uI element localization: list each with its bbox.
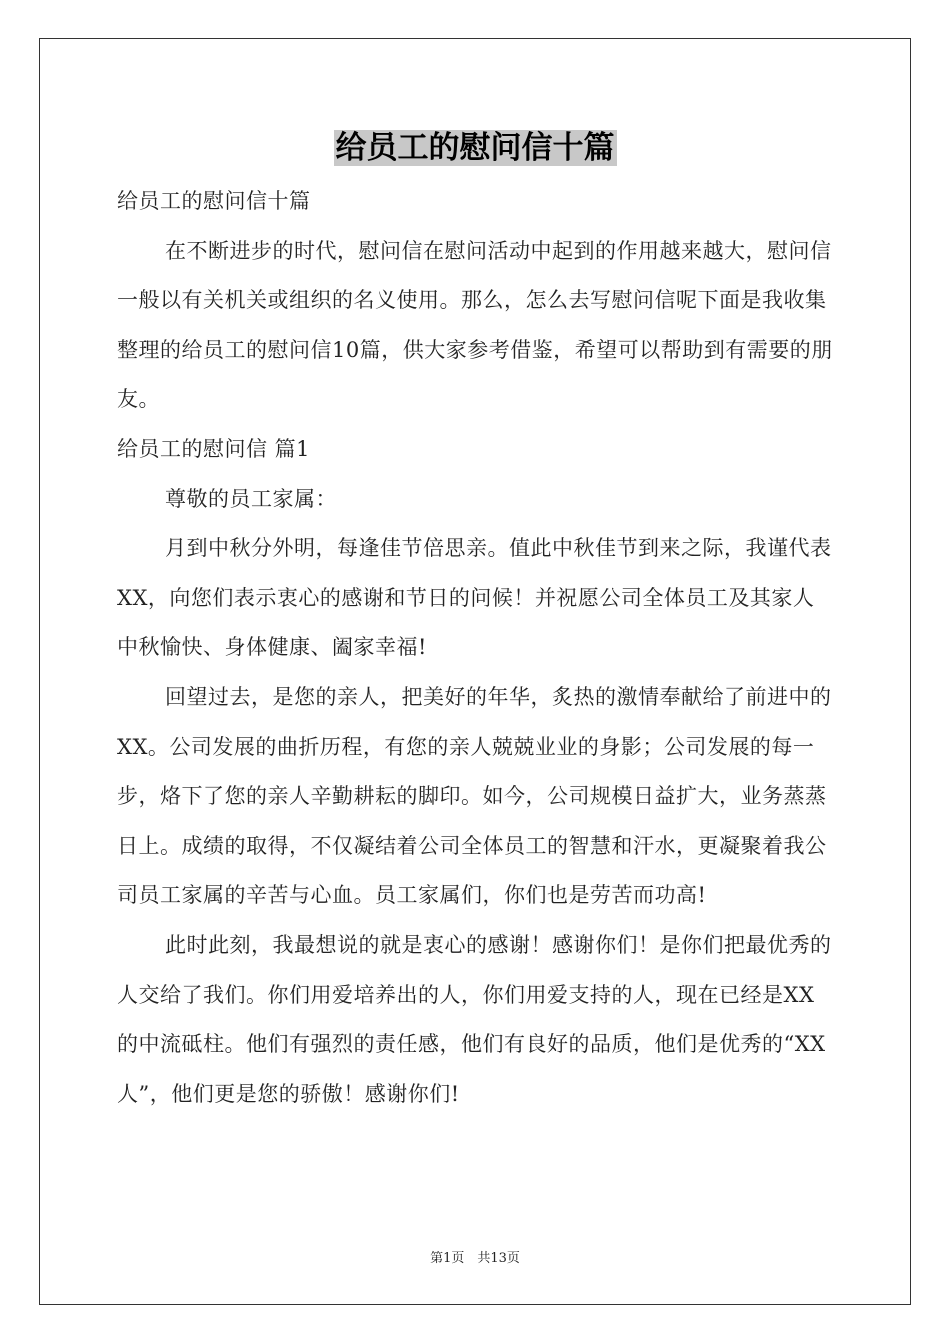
paragraph-body-2: 回望过去，是您的亲人，把美好的年华，炙热的激情奉献给了前进中的XX。公司发展的曲折历程，有您的亲人兢兢业业的身影；公司发展的每一步，烙下了您的亲人辛勤耕耘的脚印。如今，公司规模日益扩大，业务蒸蒸日上。成绩的取得，不仅凝结着公司全体员工的智慧和汗水，更凝聚着我公司员工家属的辛苦与心血。员工家属们，你们也是劳苦而功高! [117,684,832,908]
paragraph-body-3: 此时此刻，我最想说的就是衷心的感谢！感谢你们！是你们把最优秀的人交给了我们。你们用爱培养出的人，你们用爱支持的人，现在已经是XX的中流砥柱。他们有强烈的责任感，他们有良好的品质，他们是优秀的“XX人”，他们更是您的骄傲！感谢你们! [117,932,832,1106]
paragraph-section-heading: 给员工的慰问信 篇1 [117,436,311,461]
paragraph-salutation: 尊敬的员工家属： [165,486,337,511]
page-footer: 第1页 共13页 [430,1251,520,1266]
document-title-text: 给员工的慰问信十篇 [335,130,615,166]
document-title [0,128,950,168]
paragraph-heading: 给员工的慰问信十篇 [117,189,311,213]
paragraph-body-1: 月到中秋分外明，每逢佳节倍思亲。值此中秋佳节到来之际，我谨代表XX，向您们表示衷心的感谢和节日的问候！并祝愿公司全体员工及其家人中秋愉快、身体健康、阖家幸福! [117,536,832,660]
paragraph-intro: 在不断进步的时代，慰问信在慰问活动中起到的作用越来越大，慰问信一般以有关机关或组织的名义使用。那么，怎么去写慰问信呢下面是我收集整理的给员工的慰问信10篇，供大家参考借鉴，希望可以帮助到有需要的朋友。 [117,238,833,412]
document-body [117,177,833,1119]
